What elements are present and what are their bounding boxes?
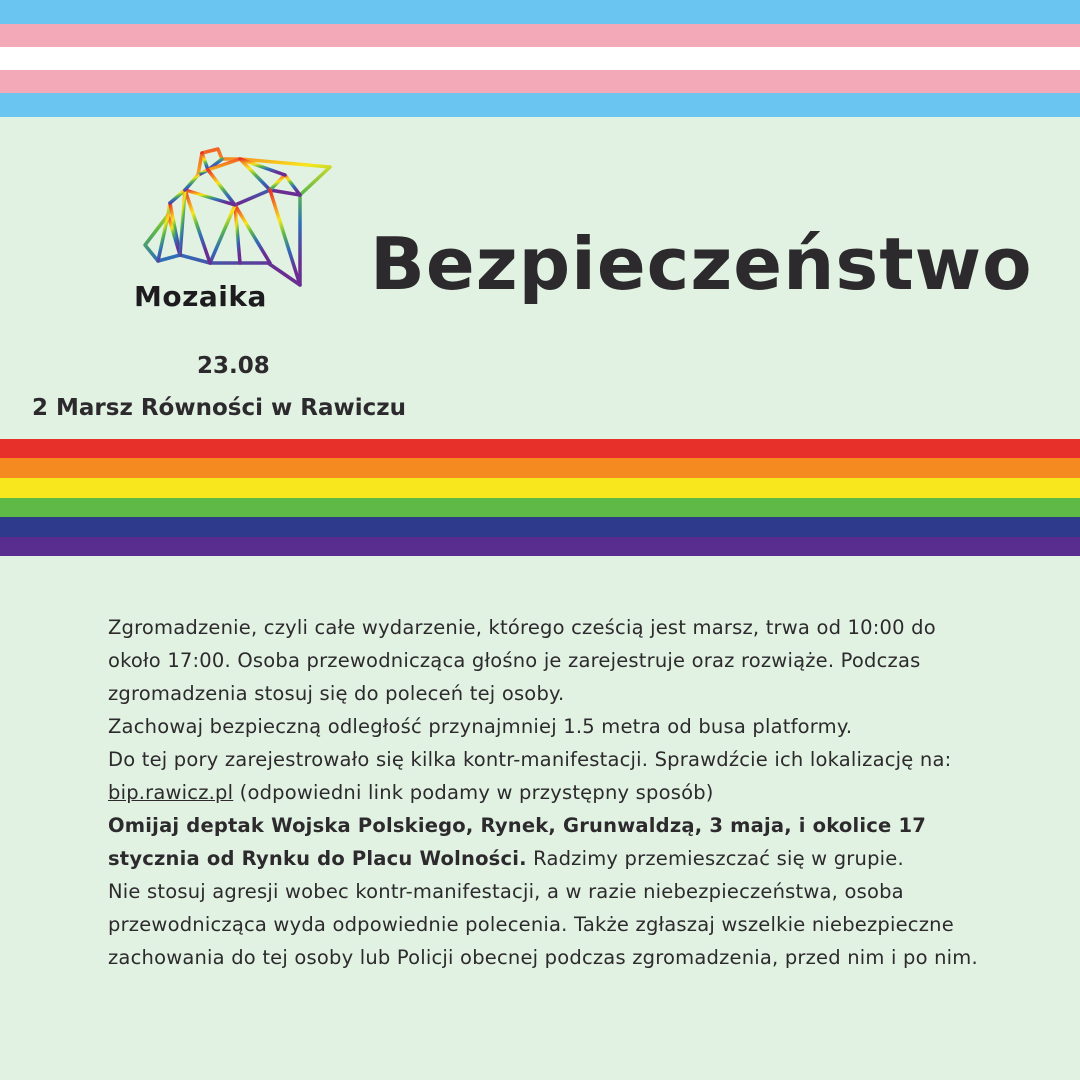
rainbow-stripe-red [0,439,1080,458]
paragraph-distance: Zachowaj bezpieczną odległość przynajmniej 1.5 metra od busa platformy. [108,715,853,738]
event-date: 23.08 [197,353,270,379]
paragraph-counter-protests: Do tej pory zarejestrowało się kilka kontr-manifestacji. Sprawdźcie ich lokalizację na: [108,748,952,771]
bip-rawicz-link[interactable]: bip.rawicz.pl [108,781,234,804]
paragraph-no-aggression: Nie stosuj agresji wobec kontr-manifestacji, a w razie niebezpieczeństwa, osoba przewodnicząca wyda odpowiednie polecenia. Także zgłaszaj wszelkie niebezpieczne zachowania do tej osoby lub Policji obecnej podczas zgromadzenia, przed nim i po nim. [108,880,978,969]
link-note: (odpowiedni link podamy w przystępny sposób) [233,781,714,804]
rainbow-stripe-green [0,498,1080,517]
rainbow-stripe-blue [0,517,1080,537]
avoid-areas-warning: Omijaj deptak Wojska Polskiego, Rynek, Grunwaldzą, 3 maja, i okolice 17 stycznia od Rynku do Placu Wolności. [108,814,926,870]
group-advice: Radzimy przemieszczać się w grupie. [526,847,904,870]
trans-flag-stripe-blue-top [0,0,1080,24]
paragraph-avoid-areas [108,809,988,875]
trans-flag-stripe-blue-bottom [0,93,1080,117]
trans-flag-stripe-pink-top [0,24,1080,47]
trans-flag-stripe-pink-bottom [0,70,1080,93]
paragraph-assembly-info: Zgromadzenie, czyli całe wydarzenie, którego cześcią jest marsz, trwa od 10:00 do około 17:00. Osoba przewodnicząca głośno je zarejestruje oraz rozwiąże. Podczas zgromadzenia stosuj się do poleceń tej osoby. [108,616,936,705]
event-name: 2 Marsz Równości w Rawiczu [32,395,407,421]
trans-flag-stripe-white [0,47,1080,70]
rainbow-stripe-purple [0,537,1080,556]
rainbow-stripe-orange [0,458,1080,478]
paragraph-link [108,776,988,809]
safety-instructions [108,611,988,974]
logo-wordmark: Mozaika [134,280,267,313]
mozaika-bear-logo-icon [140,145,340,290]
page-title: Bezpieczeństwo [370,222,1033,306]
rainbow-stripe-yellow [0,478,1080,498]
